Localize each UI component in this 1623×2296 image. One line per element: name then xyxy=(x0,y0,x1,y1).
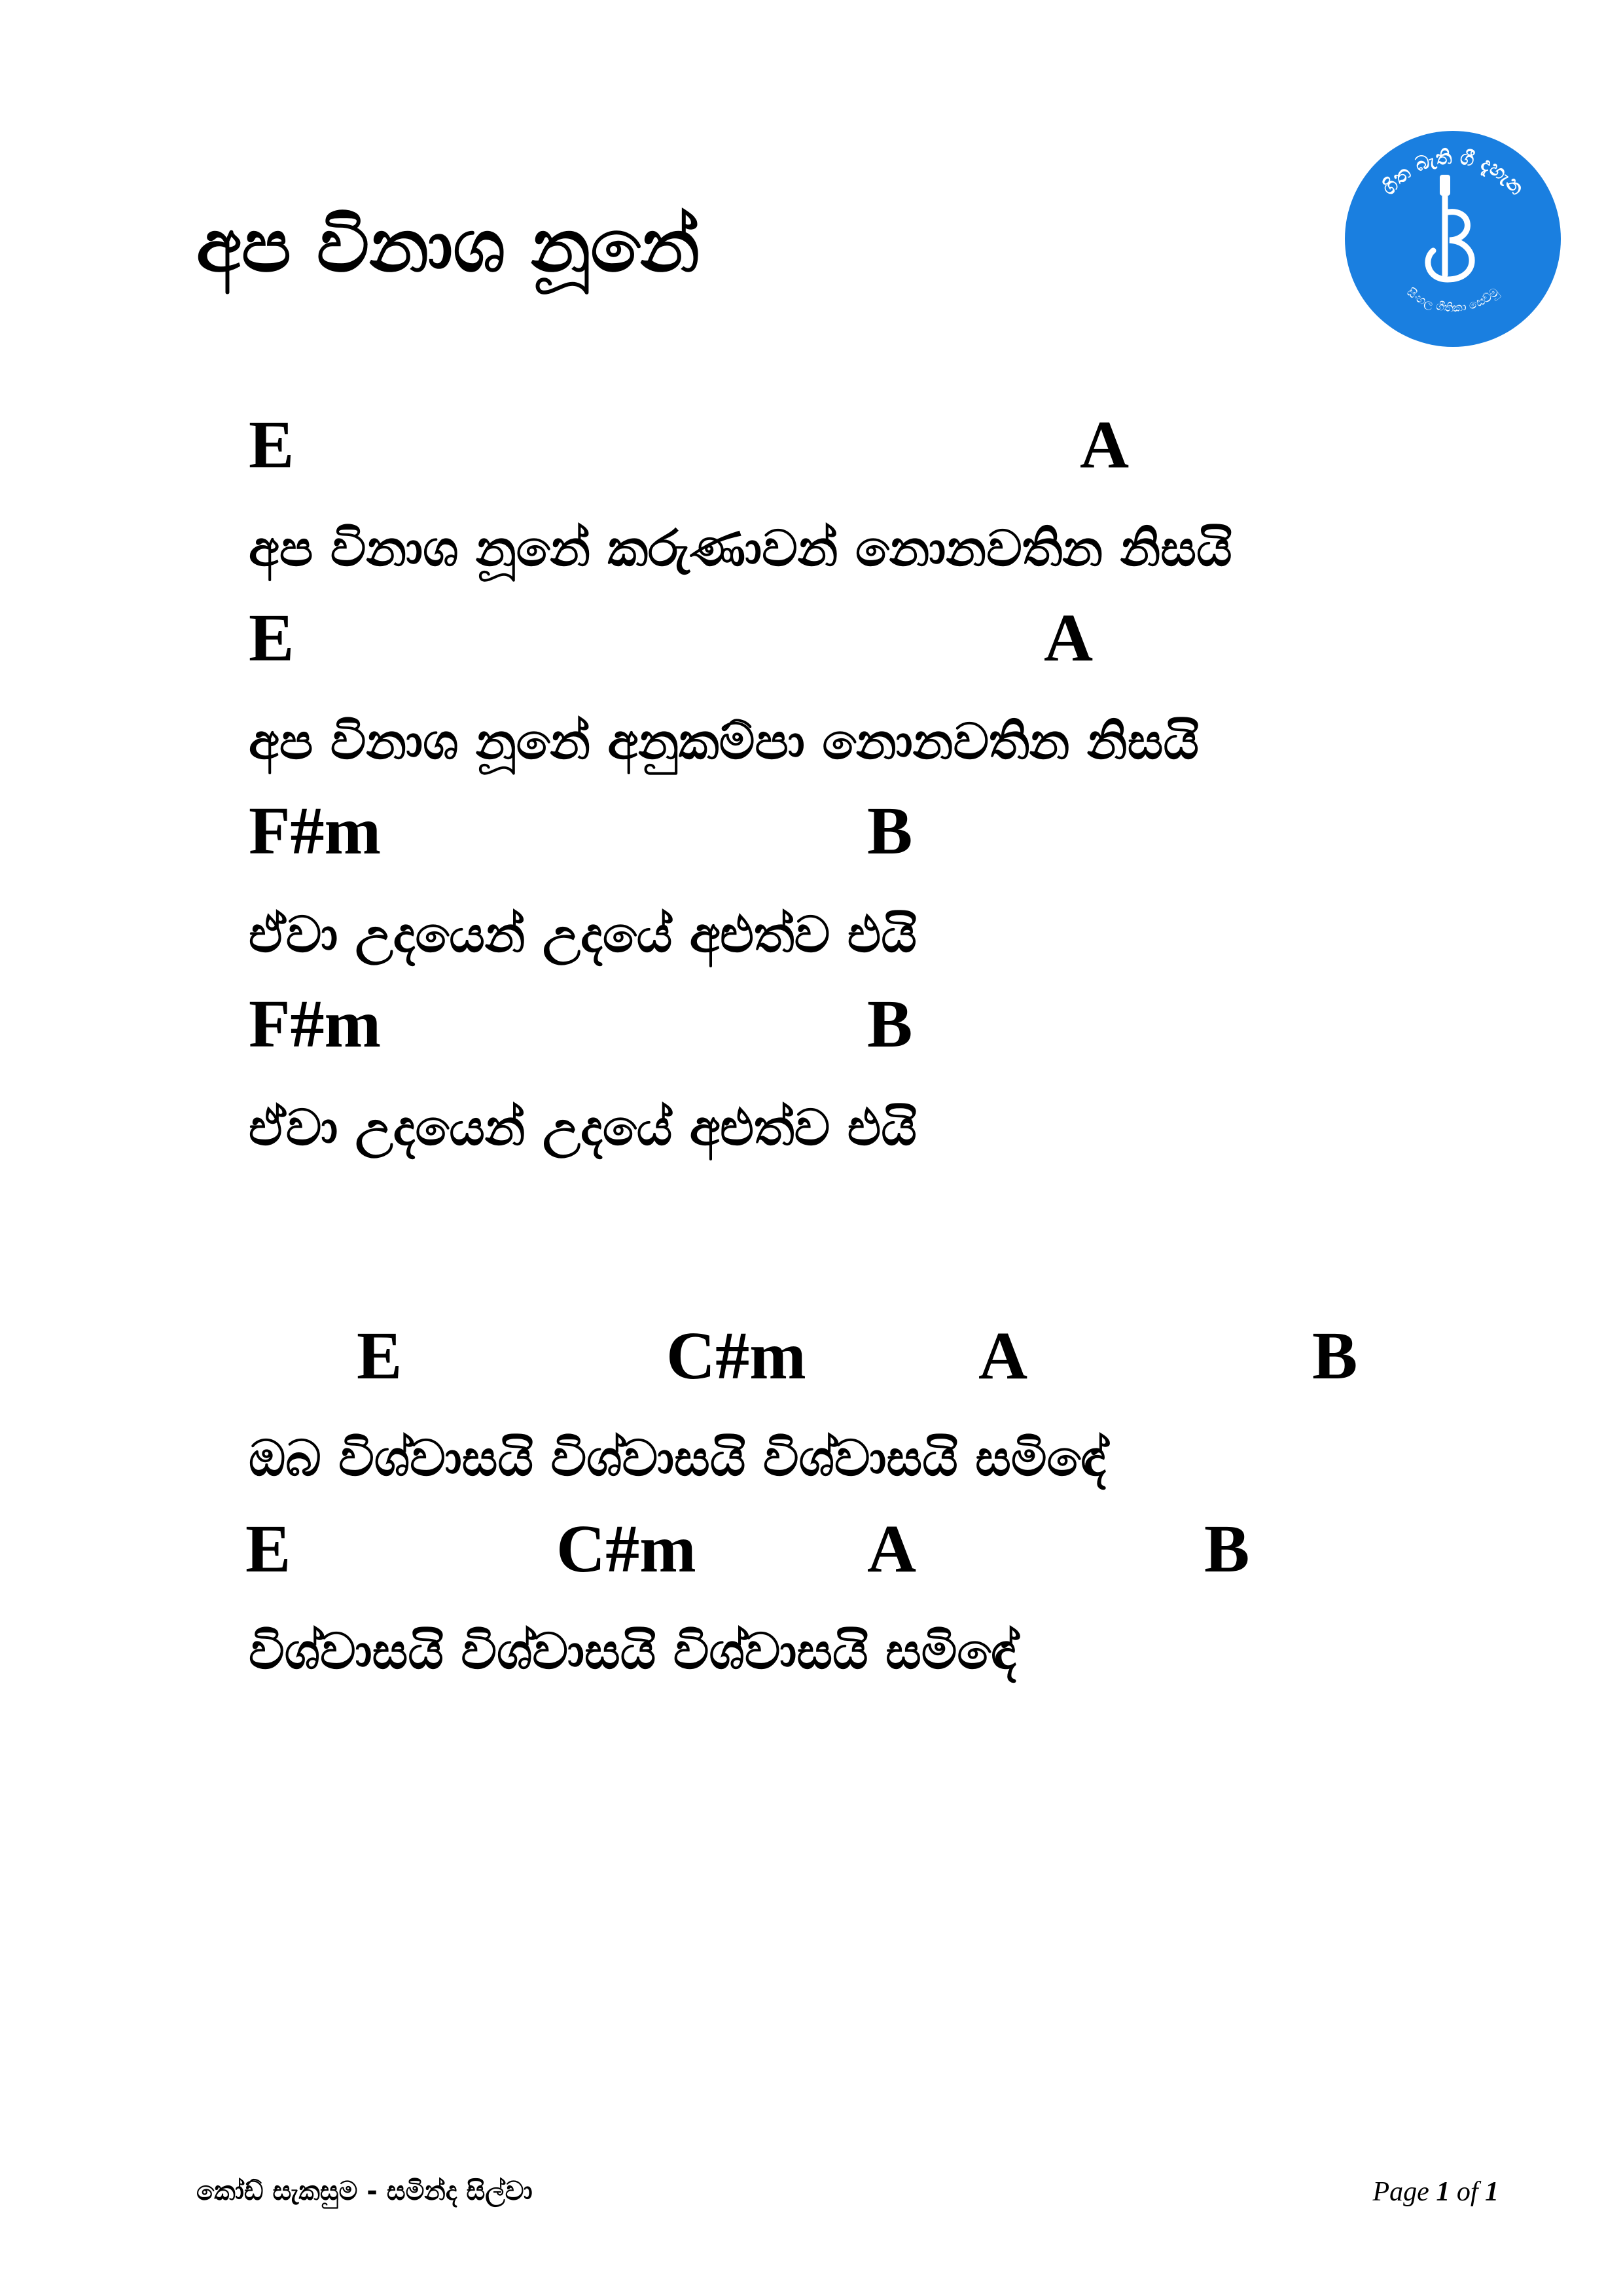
chord: A xyxy=(1080,407,1130,482)
chord: A xyxy=(867,1511,917,1587)
chord: A xyxy=(978,1318,1028,1393)
logo xyxy=(1342,128,1564,350)
song-title: අප විනාශ නූනේ xyxy=(196,204,700,289)
lyric-line: ඔබ විශ්වාසයි විශ්වාසයි විශ්වාසයි සමිඳේ xyxy=(249,1429,1107,1487)
page-total: 1 xyxy=(1485,2177,1499,2207)
logo-text-bottom: සිංහල ගීතිකා සෙව්මු xyxy=(1404,285,1502,315)
lyric-line: ඒවා උදයෙන් උදයේ අළුත්ව එයි xyxy=(249,1098,917,1157)
page-current: 1 xyxy=(1436,2177,1450,2207)
chord: C#m xyxy=(556,1511,696,1587)
chord: B xyxy=(1312,1318,1358,1393)
logo-badge-icon xyxy=(1342,128,1564,350)
chord: E xyxy=(245,1511,291,1587)
chord: F#m xyxy=(249,793,382,869)
lyric-line: ඒවා උදයෙන් උදයේ අළුත්ව එයි xyxy=(249,905,917,963)
lyric-line: අප විනාශ නූනේ කරුණාවන් නොනවතින නිසයි xyxy=(249,519,1232,577)
chord: F#m xyxy=(249,986,382,1062)
chord: E xyxy=(249,407,294,482)
chord: B xyxy=(867,986,913,1062)
lyric-line: අප විනාශ නූනේ අනුකම්පා නොනවතින නිසයි xyxy=(249,712,1200,770)
chord: E xyxy=(357,1318,402,1393)
logo-text-top: ගිත බැති ගී දැහැන xyxy=(1377,145,1529,200)
page-number xyxy=(1373,2176,1499,2208)
chord: C#m xyxy=(666,1318,806,1393)
chord: B xyxy=(1204,1511,1250,1587)
arranger-credit: කෝඩ් සැකසුම - සමින්ද සිල්වා xyxy=(196,2176,533,2206)
lyric-line: විශ්වාසයි විශ්වාසයි විශ්වාසයි සමිඳේ xyxy=(249,1622,1016,1680)
of-word: of xyxy=(1456,2177,1478,2207)
page-word: Page xyxy=(1372,2177,1429,2207)
chord: B xyxy=(867,793,913,869)
chord: A xyxy=(1044,600,1094,675)
chord: E xyxy=(249,600,294,675)
